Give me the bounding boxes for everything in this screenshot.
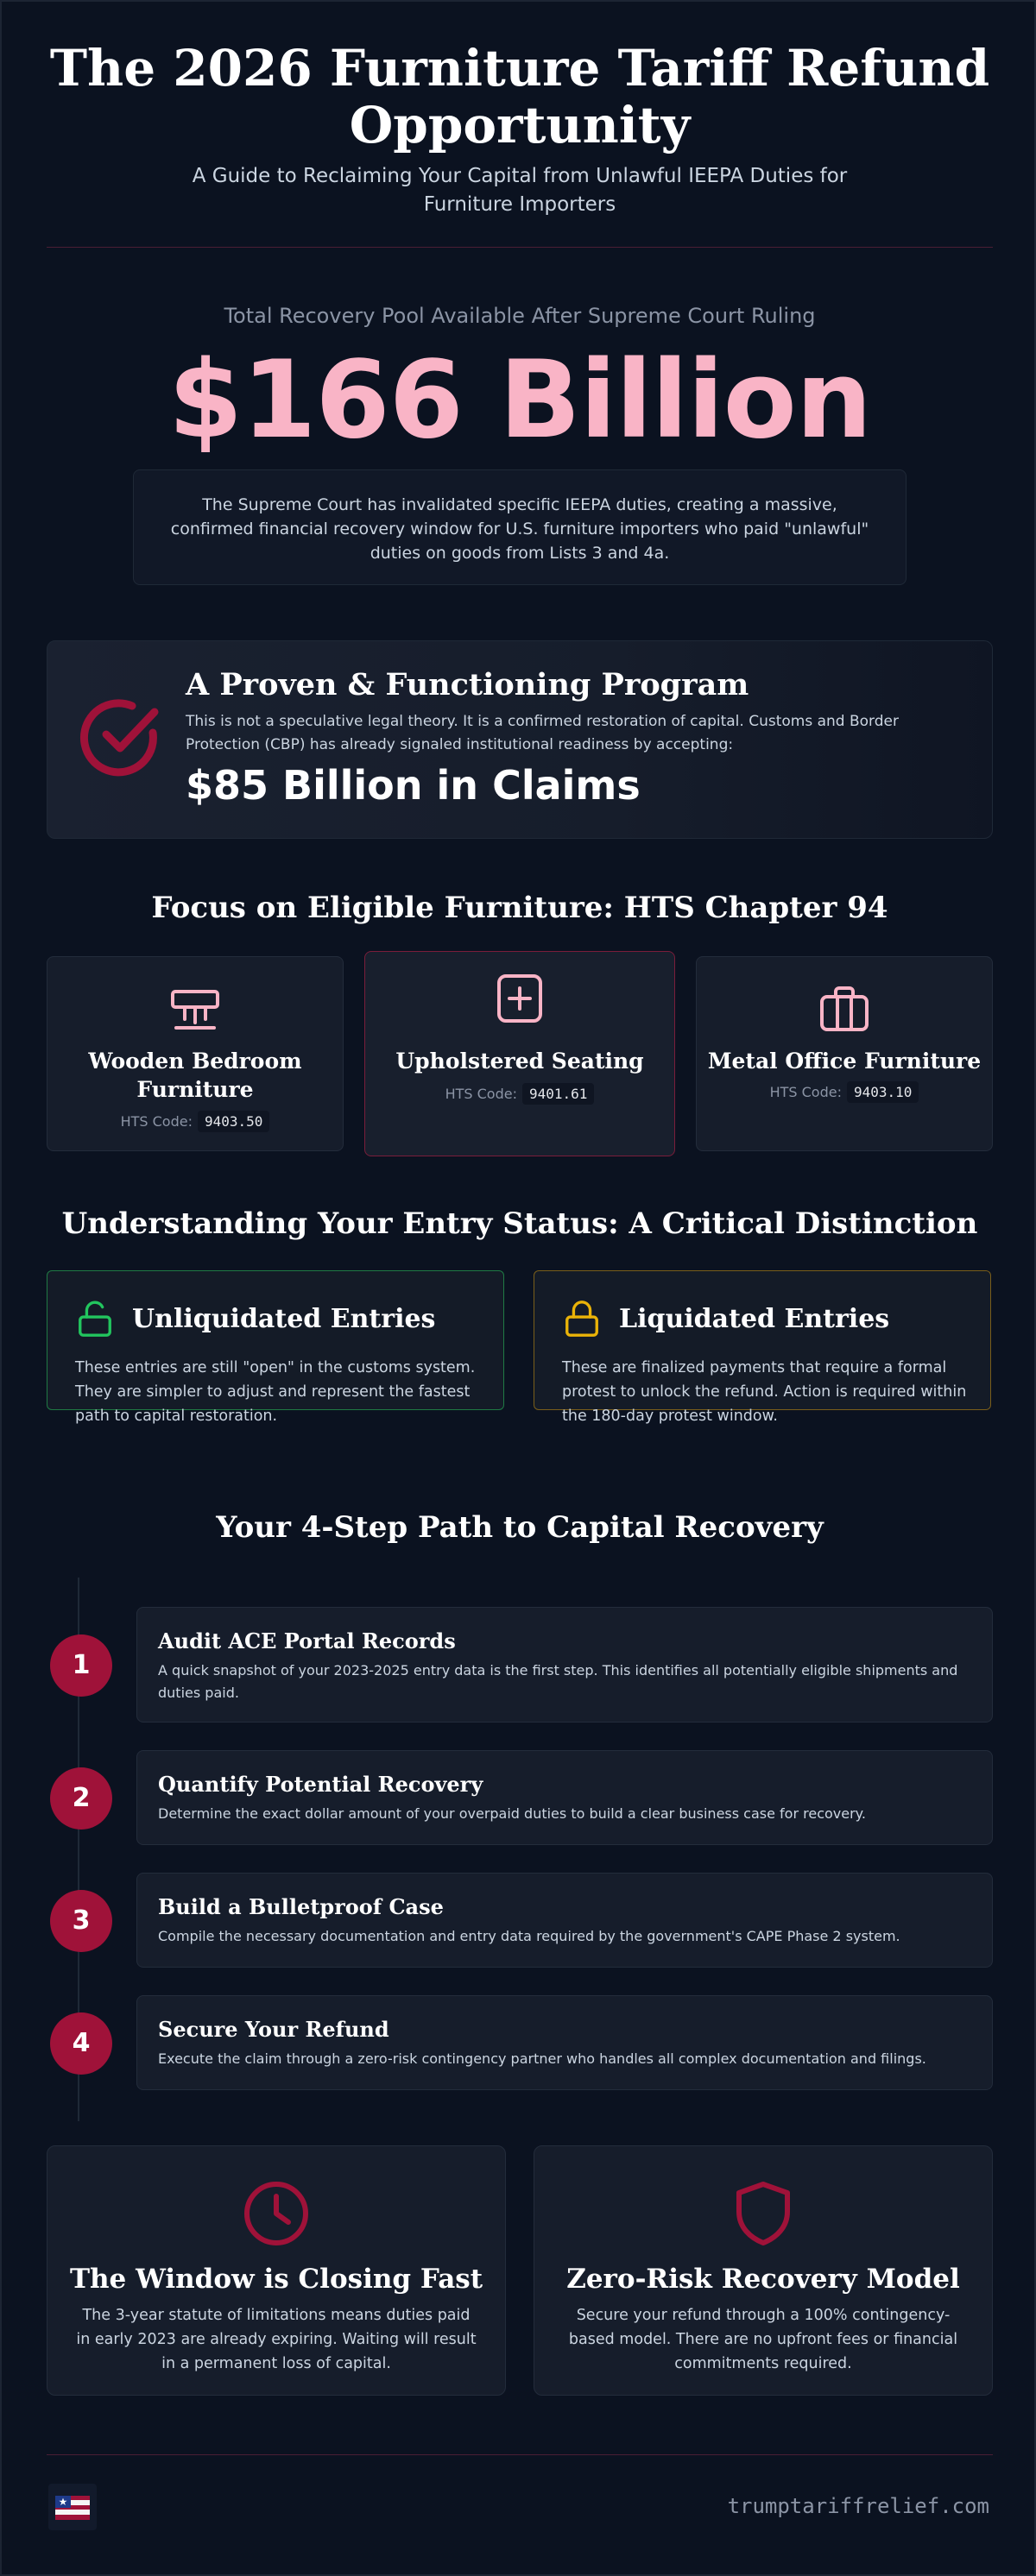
hts-code-label: HTS Code: [445, 1086, 517, 1102]
page-subtitle: A Guide to Reclaiming Your Capital from Unlawful IEEPA Duties for Furniture Importers [192, 165, 848, 216]
furniture-card-wooden-bedroom [47, 956, 344, 1151]
step-card [136, 1750, 993, 1845]
recovery-pool-description: The Supreme Court has invalidated specific IEEPA duties, creating a massive, confirmed financial recovery window for U.S. furniture importers who paid "unlawful" duties on goods from Lists 3 and 4a. [133, 469, 906, 585]
liquidated-title: Liquidated Entries [619, 1304, 890, 1334]
step-card [136, 1995, 993, 2090]
program-description: This is not a speculative legal theory. It is a confirmed restoration of capital. Customs and Border Protection (CBP) has already signaled institutional readiness by accepting: [186, 713, 899, 753]
furniture-card-upholstered-seating [364, 951, 675, 1156]
step-description: Determine the exact dollar amount of your overpaid duties to build a clear business case for recovery. [158, 1805, 866, 1822]
briefcase-icon [817, 981, 872, 1036]
hts-code-value: 9403.10 [847, 1081, 919, 1103]
unliquidated-title: Unliquidated Entries [132, 1304, 436, 1334]
step-title: Audit ACE Portal Records [158, 1628, 456, 1653]
program-claims: $85 Billion in Claims [186, 762, 641, 809]
shield-icon [727, 2177, 799, 2250]
flag-icon [48, 2484, 97, 2530]
clock-icon [240, 2177, 313, 2250]
page-title: The 2026 Furniture Tariff Refund Opportunity [49, 39, 990, 154]
window-closing-card [47, 2145, 506, 2396]
unlock-icon [75, 1299, 115, 1338]
step-title: Quantify Potential Recovery [158, 1772, 483, 1797]
program-card [47, 640, 993, 839]
step-title: Build a Bulletproof Case [158, 1894, 444, 1919]
hts-code-row [47, 1111, 343, 1132]
check-circle-icon [77, 695, 163, 781]
furniture-title: Wooden Bedroom Furniture [88, 1049, 302, 1102]
footer-website-link[interactable]: trumptariffrelief.com [727, 2494, 989, 2518]
step-number: 2 [50, 1767, 112, 1830]
step-number: 4 [50, 2012, 112, 2075]
window-closing-title: The Window is Closing Fast [69, 2264, 483, 2295]
liquidated-entries-card [534, 1270, 991, 1425]
hts-code-label: HTS Code: [120, 1113, 193, 1130]
steps-heading: Your 4-Step Path to Capital Recovery [216, 1510, 824, 1545]
footer-divider [47, 2454, 993, 2455]
recovery-pool-label: Total Recovery Pool Available After Supreme Court Ruling [224, 304, 816, 328]
unliquidated-description: These entries are still "open" in the customs system. They are simpler to adjust and represent the fastest path to capital restoration. [75, 1359, 476, 1425]
hts-code-value: 9403.50 [198, 1111, 269, 1132]
step-card [136, 1873, 993, 1968]
plus-square-icon [492, 971, 547, 1026]
step-number: 1 [50, 1634, 112, 1697]
step-number: 3 [50, 1890, 112, 1952]
hts-code-row [697, 1081, 992, 1103]
furniture-card-metal-office [696, 956, 993, 1151]
entry-status-heading: Understanding Your Entry Status: A Critical Distinction [61, 1206, 978, 1241]
liquidated-description: These are finalized payments that require a formal protest to unlock the refund. Action is required within the 180-day protest window. [562, 1359, 967, 1425]
step-title: Secure Your Refund [158, 2017, 389, 2042]
hts-code-label: HTS Code: [769, 1084, 842, 1100]
bed-lamp-icon [167, 981, 223, 1036]
lock-icon [562, 1299, 602, 1338]
furniture-heading: Focus on Eligible Furniture: HTS Chapter 94 [151, 891, 888, 925]
step-description: A quick snapshot of your 2023-2025 entry data is the first step. This identifies all potentially eligible shipments and duties paid. [158, 1662, 958, 1701]
window-closing-description: The 3-year statute of limitations means duties paid in early 2023 are already expiring. Waiting will result in a permanent loss of capital. [76, 2307, 477, 2372]
step-description: Execute the claim through a zero-risk contingency partner who handles all complex documentation and filings. [158, 2050, 926, 2067]
program-title: A Proven & Functioning Program [186, 667, 749, 702]
hts-code-row [365, 1083, 674, 1105]
furniture-title: Upholstered Seating [395, 1049, 644, 1074]
zero-risk-card [534, 2145, 993, 2396]
header-divider [47, 247, 993, 248]
zero-risk-description: Secure your refund through a 100% contingency-based model. There are no upfront fees or financial commitments required. [568, 2307, 958, 2372]
zero-risk-title: Zero-Risk Recovery Model [566, 2264, 960, 2295]
unliquidated-entries-card [47, 1270, 504, 1425]
recovery-pool-amount: $166 Billion [167, 338, 872, 463]
step-card [136, 1607, 993, 1723]
furniture-title: Metal Office Furniture [707, 1049, 982, 1074]
hts-code-value: 9401.61 [522, 1083, 594, 1105]
step-description: Compile the necessary documentation and entry data required by the government's CAPE Phase 2 system. [158, 1928, 900, 1944]
